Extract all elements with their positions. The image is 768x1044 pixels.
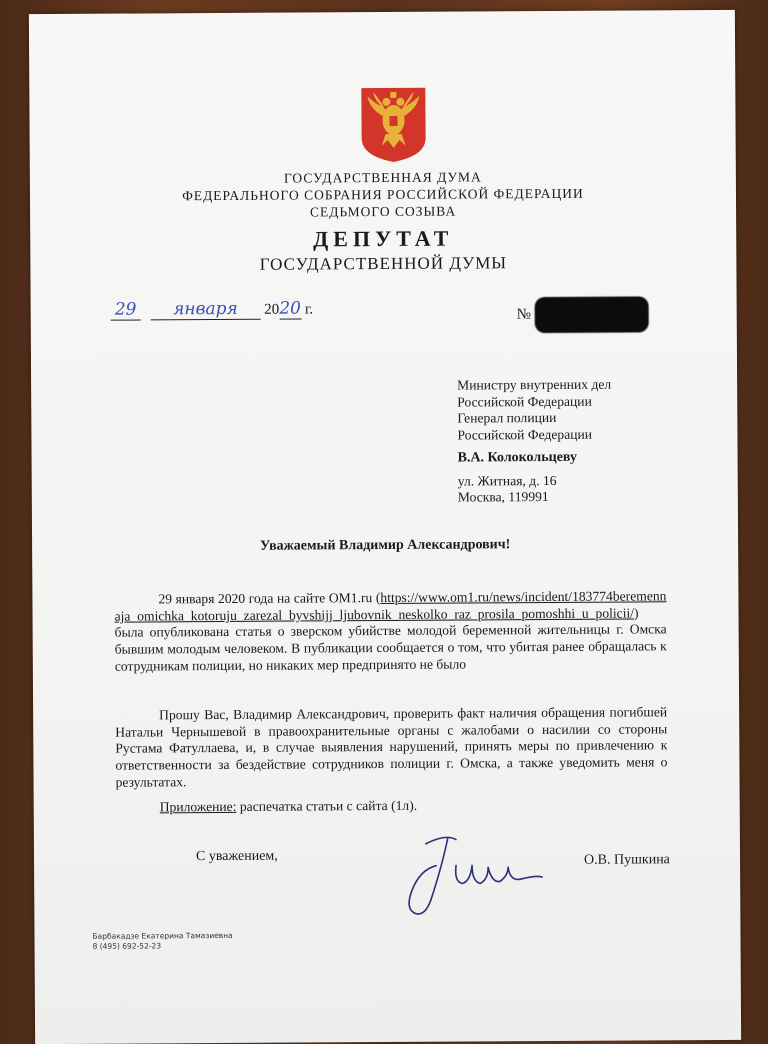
document-number <box>517 296 650 333</box>
number-label: № <box>516 306 532 323</box>
executor-phone: 8 (495) 692-52-23 <box>92 941 162 951</box>
header-duma: ГОСУДАРСТВЕННАЯ ДУМА <box>283 169 482 186</box>
addressee-name: В.А. Колокольцеву <box>457 449 578 466</box>
executor-name: Барбакадзе Екатерина Тамазиевна <box>92 930 233 941</box>
executor-info <box>92 931 232 952</box>
letter-page <box>29 10 741 1044</box>
header-federal-assembly: ФЕДЕРАЛЬНОГО СОБРАНИЯ РОССИЙСКОЙ ФЕДЕРАЦИИ <box>182 185 584 204</box>
attachment-text: распечатка статьи с сайта (1л). <box>236 797 418 814</box>
p1-start: 29 января 2020 года на сайте OM1.ru ( <box>158 590 381 607</box>
addressee-line4: Российской Федерации <box>457 426 593 443</box>
signature-image <box>396 825 547 926</box>
date-year-suffix: 20 <box>279 298 302 319</box>
addressee-block <box>457 377 612 506</box>
addressee-street: ул. Житная, д. 16 <box>457 472 557 489</box>
redacted-number <box>535 296 649 333</box>
header-convocation: СЕДЬМОГО СОЗЫВА <box>309 203 457 220</box>
addressee-line3: Генерал полиции <box>457 409 557 426</box>
header-duma-subtitle: ГОСУДАРСТВЕННОЙ ДУМЫ <box>259 253 508 274</box>
body-paragraph-2: Прошу Вас, Владимир Александрович, проверить факт наличия обращения погибшей Натальи Чернышевой в правоохранительные органы с жалобами о насилии со стороны Рустама Фатуллаева, и, в случае выявления нарушений, принять меры по привлечению к ответственности за бездействие сотрудников полиции г. Омска, а также уведомить меня о результатах. <box>115 704 668 790</box>
body-paragraph-1 <box>114 588 666 675</box>
greeting: Уважаемый Владимир Александрович! <box>259 537 511 554</box>
attachment-label: Приложение: <box>159 798 237 815</box>
addressee-line1: Министру внутренних дел <box>457 376 612 393</box>
date-line <box>111 298 314 320</box>
coat-of-arms-icon <box>359 86 427 164</box>
date-month: января <box>173 298 238 320</box>
attachment-line <box>160 798 418 816</box>
header-deputy-title: ДЕПУТАТ <box>313 225 454 252</box>
addressee-city: Москва, 119991 <box>457 488 549 505</box>
addressee-line2: Российской Федерации <box>457 393 592 410</box>
date-day: 29 <box>114 299 137 320</box>
date-g: г. <box>304 301 314 318</box>
article-link[interactable]: https://www.om1.ru/news/incident/183774beremennaja_omichka_kotoruju_zarezal_byvshijj_ljubovnik_neskolko_raz_prosila_pomoshhi_u_policii/ <box>114 588 667 624</box>
p1-end: ) была опубликована статья о зверском убийстве молодой беременной жительницы г. Омска бывшим молодым человеком. В публикации сообщается о том, что убитая ранее обращалась к сотрудникам полиции, но никаких мер предпринято не было <box>114 605 667 674</box>
closing-regards: С уважением, <box>195 848 278 865</box>
signer-name: О.В. Пушкина <box>583 852 670 868</box>
date-year-prefix: 20 <box>264 301 280 318</box>
